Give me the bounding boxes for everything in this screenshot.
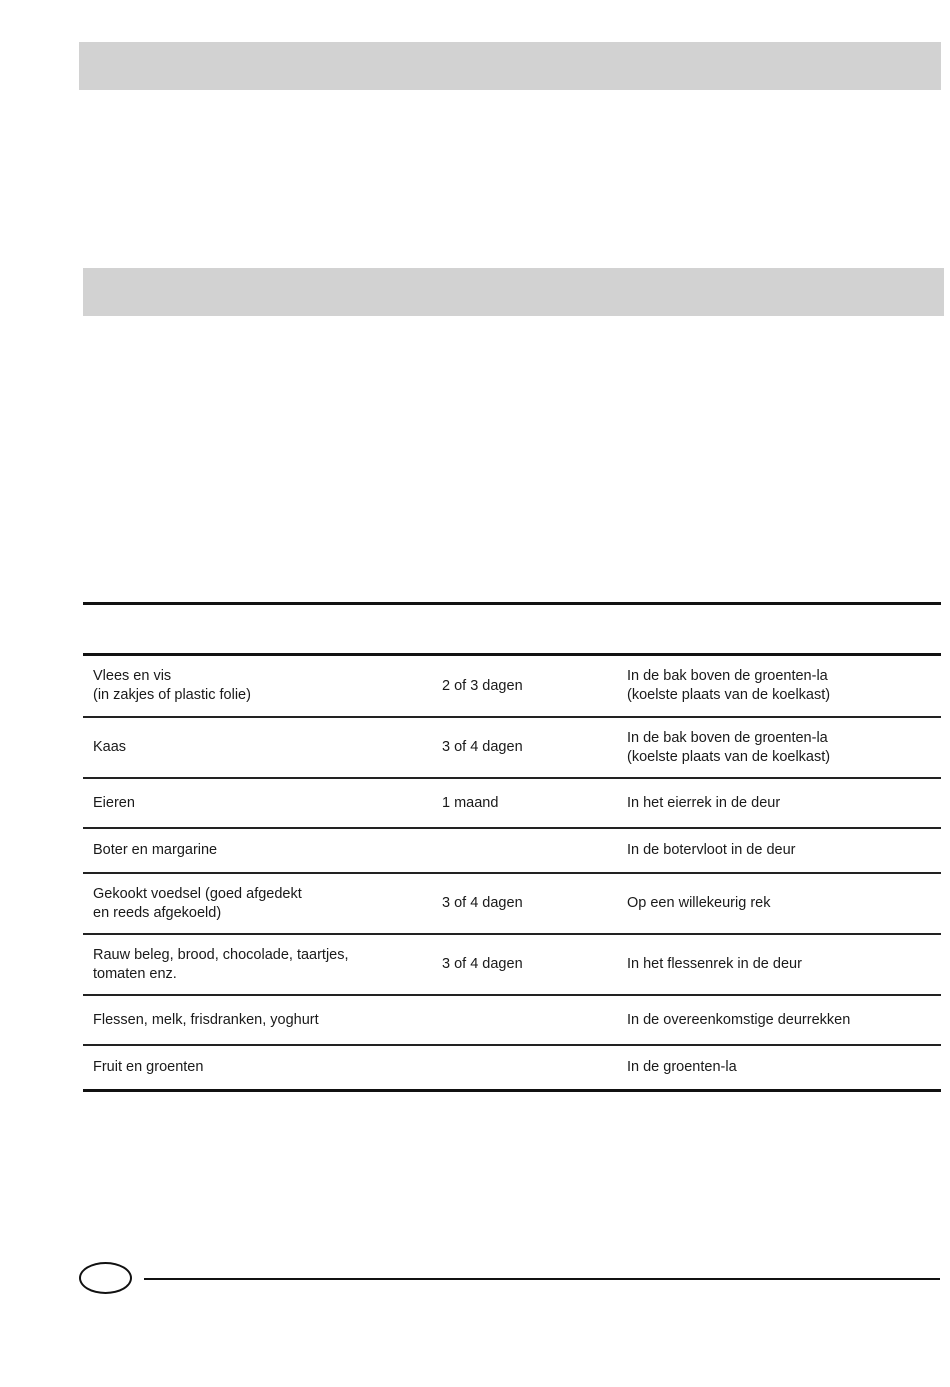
duration-cell: 3 of 4 dagen (442, 739, 523, 755)
location-cell: Op een willekeurig rek (627, 895, 771, 911)
food-cell: Rauw beleg, brood, chocolade, taartjes, tomaten enz. (93, 946, 349, 982)
location-cell: In de bak boven de groenten-la (koelste plaats van de koelkast) (627, 729, 831, 765)
duration-cell: 3 of 4 dagen (442, 895, 523, 911)
location-cell: In de bak boven de groenten-la (koelste plaats van de koelkast) (627, 668, 831, 703)
location-cell: In het flessenrek in de deur (627, 956, 802, 972)
section-header-band (79, 42, 941, 90)
table-header-row (83, 605, 941, 653)
location-cell: In de overeenkomstige deurrekken (627, 1011, 851, 1028)
food-cell: Fruit en groenten (93, 1059, 204, 1075)
food-cell: Vlees en vis (in zakjes of plastic folie) (93, 668, 251, 703)
table-row (83, 829, 941, 874)
food-cell: Gekookt voedsel (goed afgedekt en reeds afgekoeld) (93, 885, 302, 921)
food-cell: Flessen, melk, frisdranken, yoghurt (93, 1011, 319, 1028)
duration-cell: 2 of 3 dagen (442, 677, 523, 694)
section-header-band (83, 268, 944, 316)
food-cell: Kaas (93, 739, 127, 755)
food-cell: Boter en margarine (93, 842, 218, 858)
footer-rule (144, 1278, 940, 1280)
table-row (83, 779, 941, 829)
location-cell: In het eierrek in de deur (627, 794, 781, 811)
table-row (83, 1046, 941, 1092)
food-cell: Eieren (93, 794, 135, 811)
table-row (83, 718, 941, 779)
table-row (83, 656, 941, 718)
table-row (83, 996, 941, 1046)
table-row (83, 935, 941, 996)
location-cell: In de botervloot in de deur (627, 842, 796, 858)
page-number-oval (79, 1262, 132, 1294)
storage-table (83, 602, 941, 1092)
duration-cell: 3 of 4 dagen (442, 956, 523, 972)
table-row (83, 874, 941, 935)
duration-cell: 1 maand (442, 794, 499, 811)
location-cell: In de groenten-la (627, 1059, 737, 1075)
